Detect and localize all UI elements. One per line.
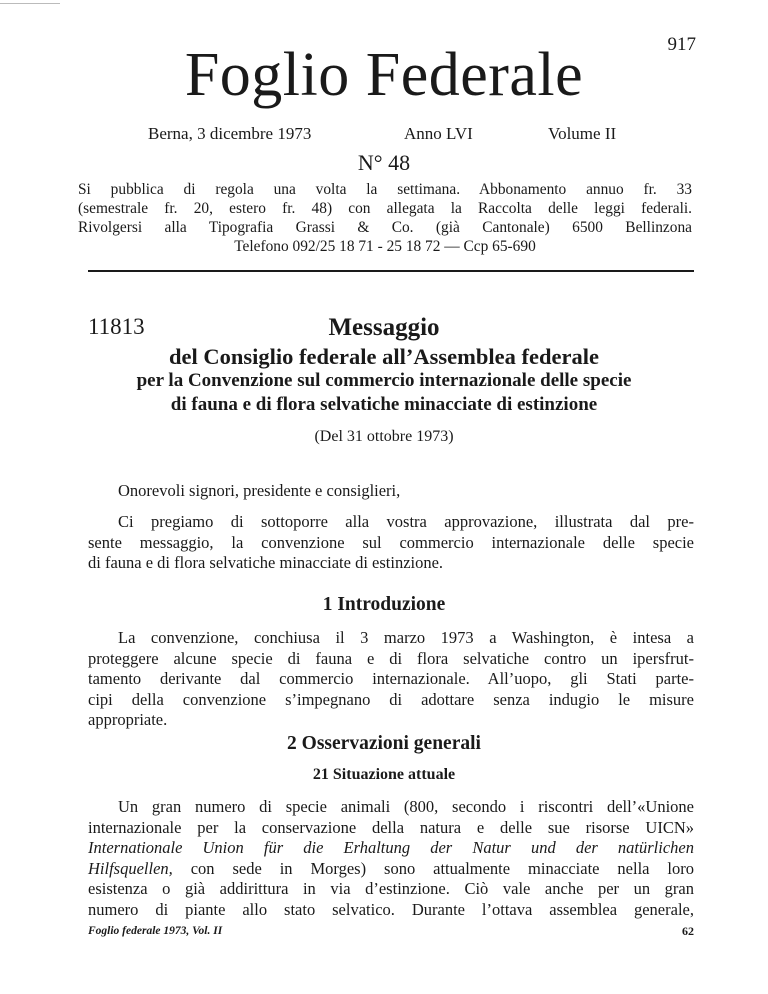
paragraph-line: Ci pregiamo di sottoporre alla vostra approvazione, illustrata dal pre-	[118, 512, 694, 531]
section-heading: 2 Osservazioni generali	[287, 733, 481, 754]
footer-sheet-number: 62	[682, 924, 694, 938]
document-title-line: per la Convenzione sul commercio internazionale delle specie	[136, 370, 632, 391]
issue-year: Anno LVI	[404, 124, 473, 143]
issue-date: Berna, 3 dicembre 1973	[148, 124, 312, 143]
subscription-line: (semestrale fr. 20, estero fr. 48) con allegata la Raccolta delle leggi federali.	[78, 200, 692, 217]
document-title-line: del Consiglio federale all’Assemblea federale	[169, 344, 599, 369]
subscription-line: Si pubblica di regola una volta la settimana. Abbonamento annuo fr. 33	[78, 181, 692, 198]
subscription-line: Rivolgersi alla Tipografia Grassi & Co. (già Cantonale) 6500 Bellinzona	[78, 219, 692, 236]
document-number: 11813	[88, 314, 145, 339]
subscription-info	[78, 180, 692, 256]
header-divider	[88, 270, 694, 272]
italic-text: Hilfsquellen,	[88, 858, 173, 878]
paragraph-line: internazionale per la conservazione della natura e delle sue risorse UICN»	[88, 817, 694, 837]
paragraph-line: tamento derivante dal commercio internazionale. All’uopo, gli Stati parte-	[88, 669, 694, 688]
situation-paragraph	[88, 797, 694, 920]
paragraph-line: esistenza o già addirittura in via d’estinzione. Ciò vale anche per un gran	[88, 879, 694, 898]
issue-meta-row	[0, 124, 768, 146]
section-heading: 1 Introduzione	[322, 594, 446, 615]
paragraph-line: sente messaggio, la convenzione sul commercio internazionale delle specie	[88, 532, 694, 552]
paragraph-line: di fauna e di flora selvatiche minacciate di estinzione.	[88, 553, 444, 572]
document-title-line: di fauna e di flora selvatiche minacciate di estinzione	[170, 394, 598, 415]
issue-number: N° 48	[357, 150, 411, 175]
paragraph-line	[88, 859, 694, 880]
intro-paragraph	[88, 512, 694, 574]
paragraph-line: proteggere alcune specie di fauna e di flora selvatiche contro un ipersfrut-	[88, 648, 694, 668]
issue-volume: Volume II	[548, 124, 617, 143]
paragraph-line: Internationale Union für die Erhaltung der Natur und der natürlichen	[88, 838, 694, 857]
footer-source: Foglio federale 1973, Vol. II	[88, 925, 223, 937]
scan-artifact-line	[0, 3, 60, 4]
masthead-title: Foglio Federale	[184, 41, 584, 109]
salutation: Onorevoli signori, presidente e consiglieri,	[118, 481, 401, 500]
paragraph-line: appropriate.	[88, 710, 168, 729]
document-title-line: Messaggio	[328, 314, 440, 341]
paragraph-text: con sede in Morges) sono attualmente minacciate nella loro	[172, 858, 694, 878]
subscription-line: Telefono 092/25 18 71 - 25 18 72 — Ccp 65-690	[234, 238, 536, 255]
paragraph-line: Un gran numero di specie animali (800, secondo i riscontri dell’«Unione	[118, 797, 694, 816]
paragraph-line: numero di piante allo stato selvatico. Durante l’ottava assemblea generale,	[88, 899, 694, 919]
document-date: (Del 31 ottobre 1973)	[314, 428, 454, 445]
introduction-paragraph	[88, 628, 694, 731]
subsection-heading: 21 Situazione attuale	[312, 766, 456, 783]
paragraph-line: La convenzione, conchiusa il 3 marzo 1973 a Washington, è intesa a	[118, 628, 694, 647]
paragraph-line: cipi della convenzione s’impegnano di adottare senza indugio le misure	[88, 689, 694, 709]
page-number: 917	[667, 34, 696, 55]
